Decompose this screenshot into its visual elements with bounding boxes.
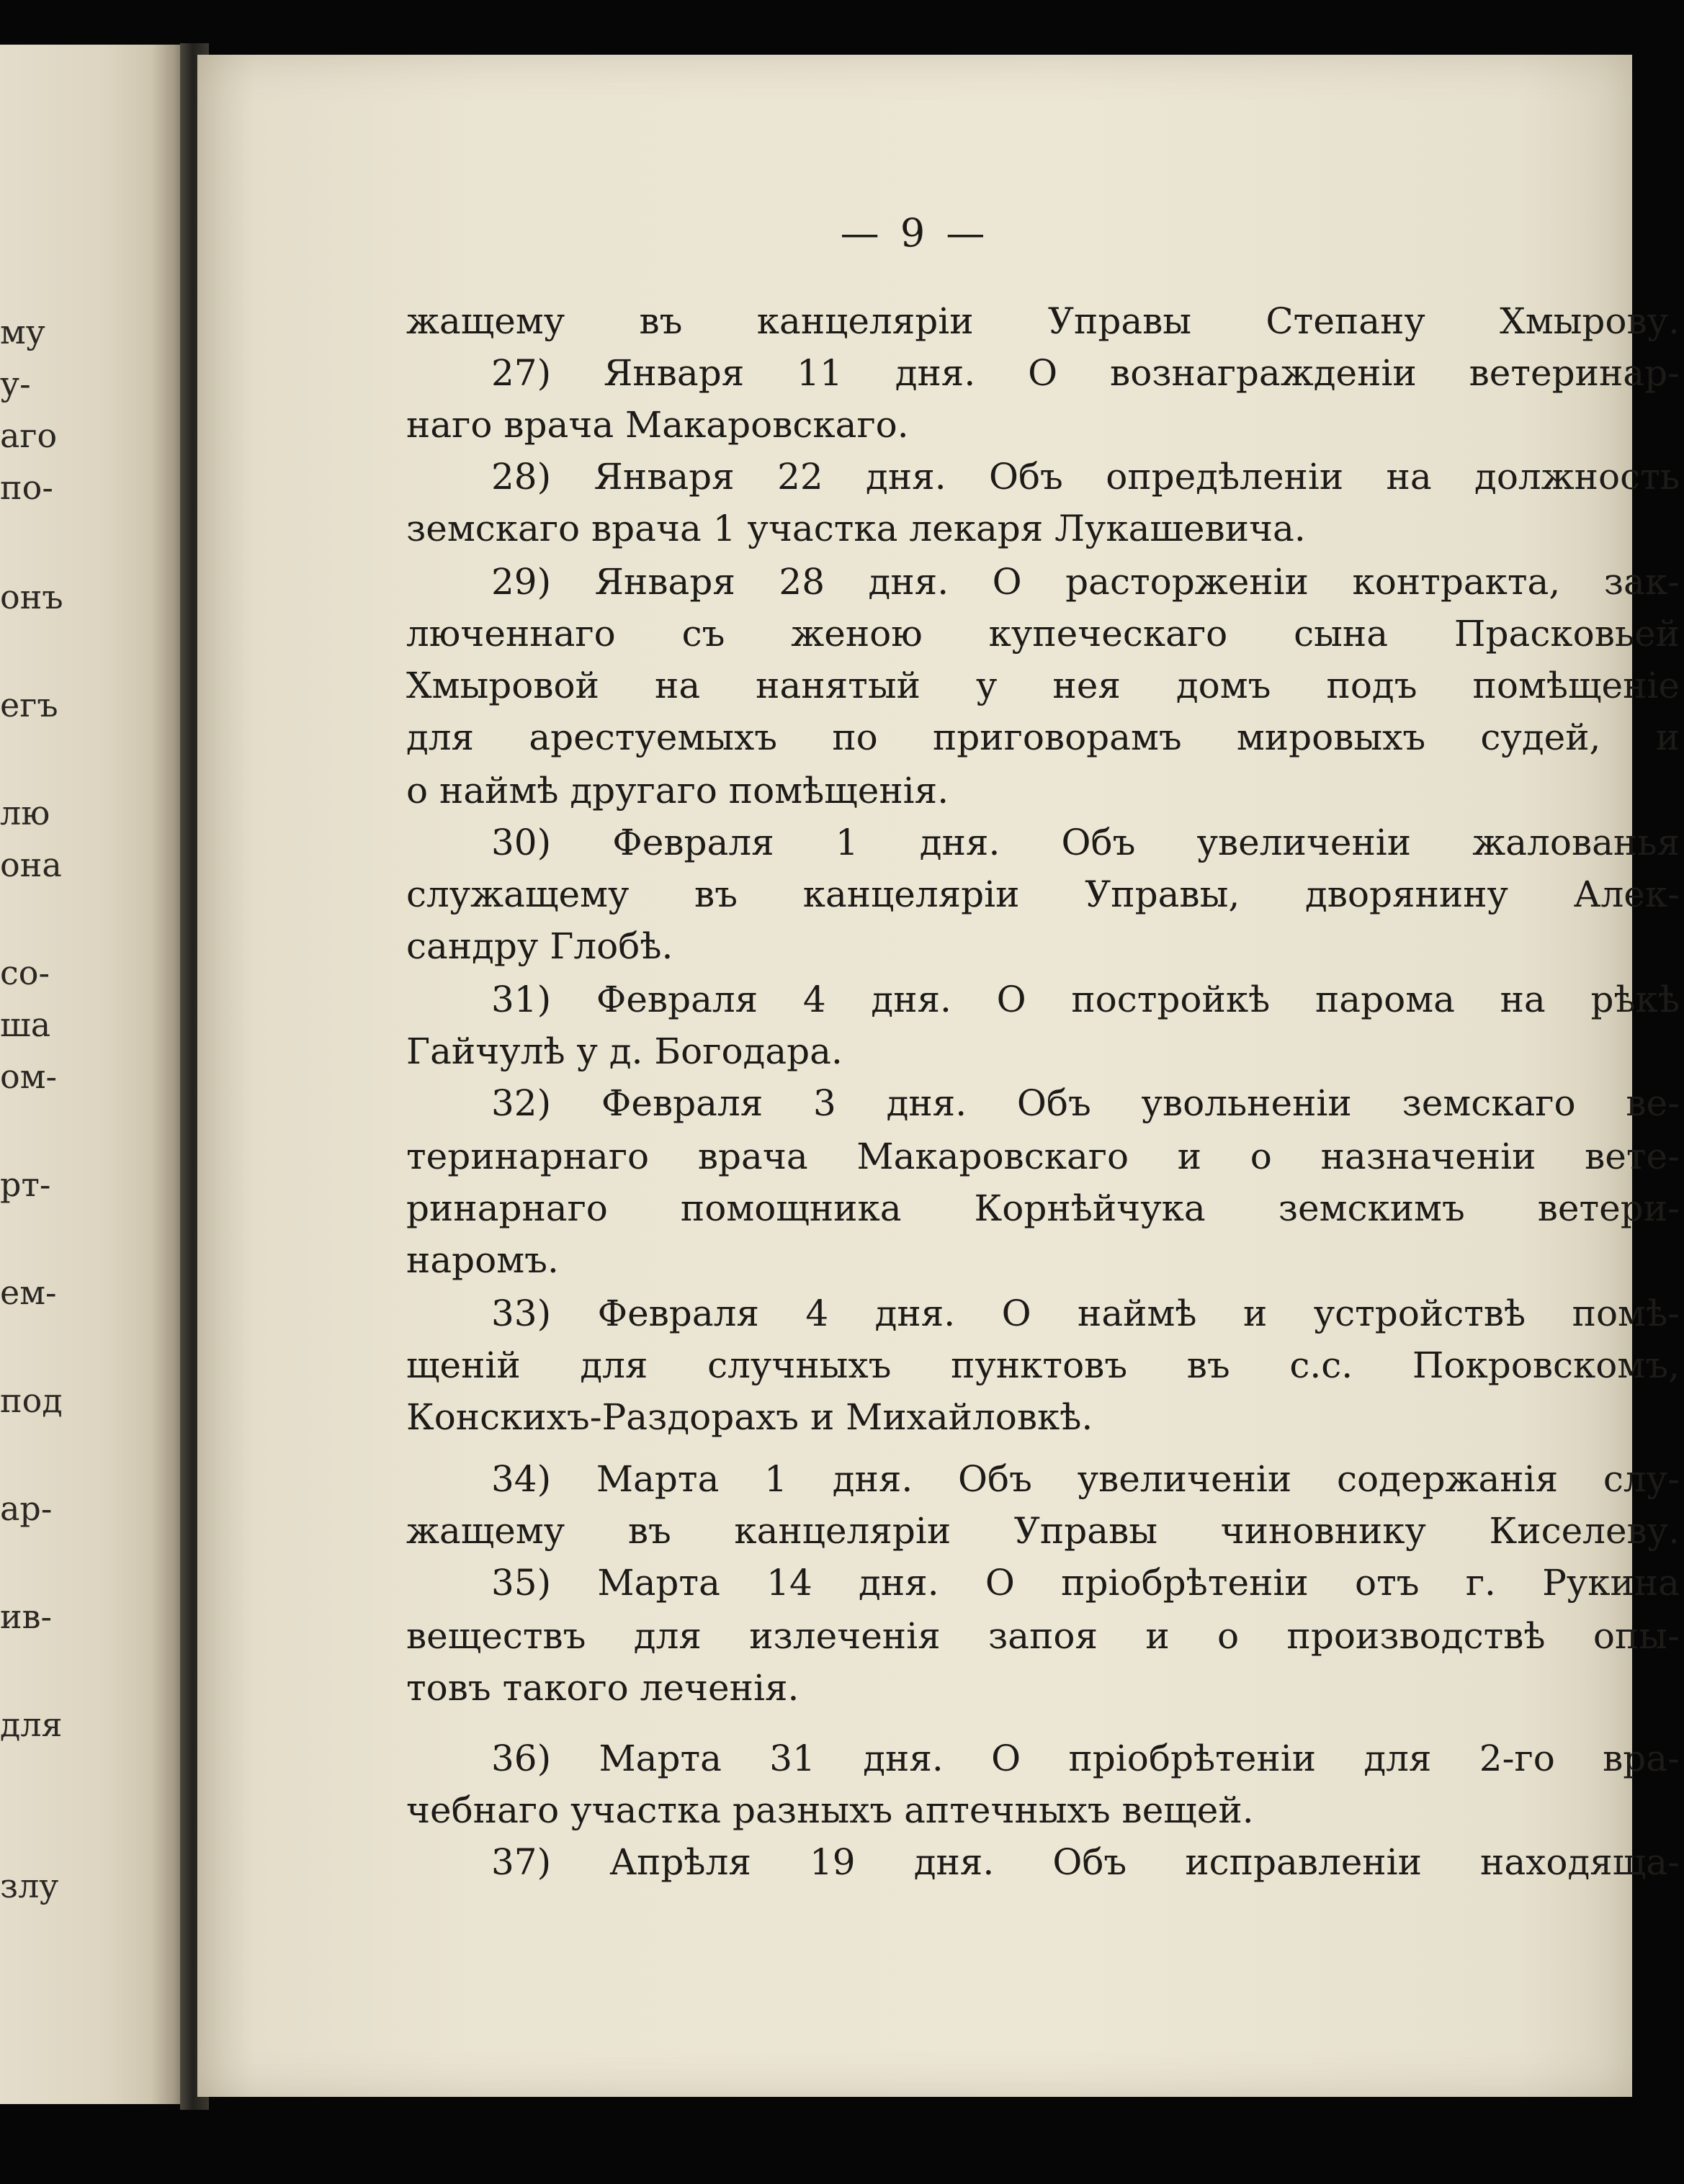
text-line: 29) Января 28 дня. О расторженіи контракта, зак- — [491, 561, 1680, 603]
text-line: наромъ. — [406, 1239, 559, 1281]
text-line: 31) Февраля 4 дня. О постройкѣ парома на рѣкѣ — [491, 979, 1680, 1020]
text-line: 32) Февраля 3 дня. Объ увольненіи земскаго ве- — [491, 1082, 1680, 1124]
text-line: товъ такого леченія. — [406, 1667, 800, 1709]
left-fragment: ом- — [0, 1057, 58, 1096]
left-fragment: ар- — [0, 1489, 53, 1528]
text-line: служащему въ канцеляріи Управы, дворянину Алек- — [406, 873, 1680, 915]
text-line: земскаго врача 1 участка лекаря Лукашевича. — [406, 508, 1306, 549]
text-line: для арестуемыхъ по приговорамъ мировыхъ судей, и — [406, 716, 1680, 758]
text-line: 36) Марта 31 дня. О пріобрѣтеніи для 2-го вра- — [491, 1738, 1680, 1779]
text-line: 30) Февраля 1 дня. Объ увеличеніи жалованья — [491, 822, 1680, 863]
text-line: 33) Февраля 4 дня. О наймѣ и устройствѣ помѣ- — [491, 1293, 1680, 1334]
left-fragment: она — [0, 845, 62, 884]
text-line: 35) Марта 14 дня. О пріобрѣтеніи отъ г. Рукина — [491, 1562, 1680, 1604]
text-line: щеній для случныхъ пунктовъ въ с.с. Покровскомъ, — [406, 1344, 1680, 1386]
page — [197, 55, 1680, 2097]
text-line: Гайчулѣ у д. Богодара. — [406, 1030, 843, 1072]
left-fragment: му — [0, 313, 45, 351]
left-fragment: ша — [0, 1005, 51, 1044]
left-fragment: ем- — [0, 1273, 57, 1312]
text-line: 34) Марта 1 дня. Объ увеличеніи содержанія слу- — [491, 1458, 1680, 1500]
left-fragment: по- — [0, 468, 53, 507]
text-line: 37) Апрѣля 19 дня. Объ исправленіи находяща- — [491, 1841, 1680, 1883]
text-line: сандру Глобѣ. — [406, 925, 673, 967]
text-line: теринарнаго врача Макаровскаго и о назначеніи вете- — [406, 1136, 1680, 1177]
left-fragment: со- — [0, 953, 50, 992]
left-fragment: аго — [0, 416, 58, 455]
left-fragment: рт- — [0, 1165, 51, 1204]
left-fragment: лю — [0, 794, 50, 832]
text-line: о наймѣ другаго помѣщенія. — [406, 770, 949, 812]
text-line: наго врача Макаровскаго. — [406, 404, 909, 446]
previous-page-edge — [0, 45, 189, 2104]
left-fragment: у- — [0, 364, 31, 403]
text-line: 27) Января 11 дня. О вознагражденіи ветеринар- — [491, 352, 1680, 394]
text-line: люченнаго съ женою купеческаго сына Прасковьей — [406, 613, 1680, 655]
left-fragment: егъ — [0, 686, 58, 724]
page-number: — 9 — — [840, 210, 990, 256]
text-line: жащему въ канцеляріи Управы чиновнику Киселеву. — [406, 1510, 1680, 1552]
left-fragment: под — [0, 1381, 63, 1420]
text-line: Хмыровой на нанятый у нея домъ подъ помѣщеніе — [406, 665, 1680, 706]
text-line: чебнаго участка разныхъ аптечныхъ вещей. — [406, 1789, 1254, 1831]
text-line: 28) Января 22 дня. Объ опредѣленіи на должность — [491, 456, 1680, 498]
text-line: жащему въ канцеляріи Управы Степану Хмырову. — [406, 300, 1680, 342]
left-fragment: онъ — [0, 578, 63, 616]
text-line: Конскихъ-Раздорахъ и Михайловкѣ. — [406, 1396, 1093, 1438]
left-fragment: ив- — [0, 1597, 53, 1636]
text-line: ринарнаго помощника Корнѣйчука земскимъ ветери- — [406, 1187, 1680, 1229]
text-line: веществъ для излеченія запоя и о производствѣ опы- — [406, 1615, 1680, 1657]
left-fragment: злу — [0, 1866, 59, 1905]
left-fragment: для — [0, 1705, 63, 1744]
